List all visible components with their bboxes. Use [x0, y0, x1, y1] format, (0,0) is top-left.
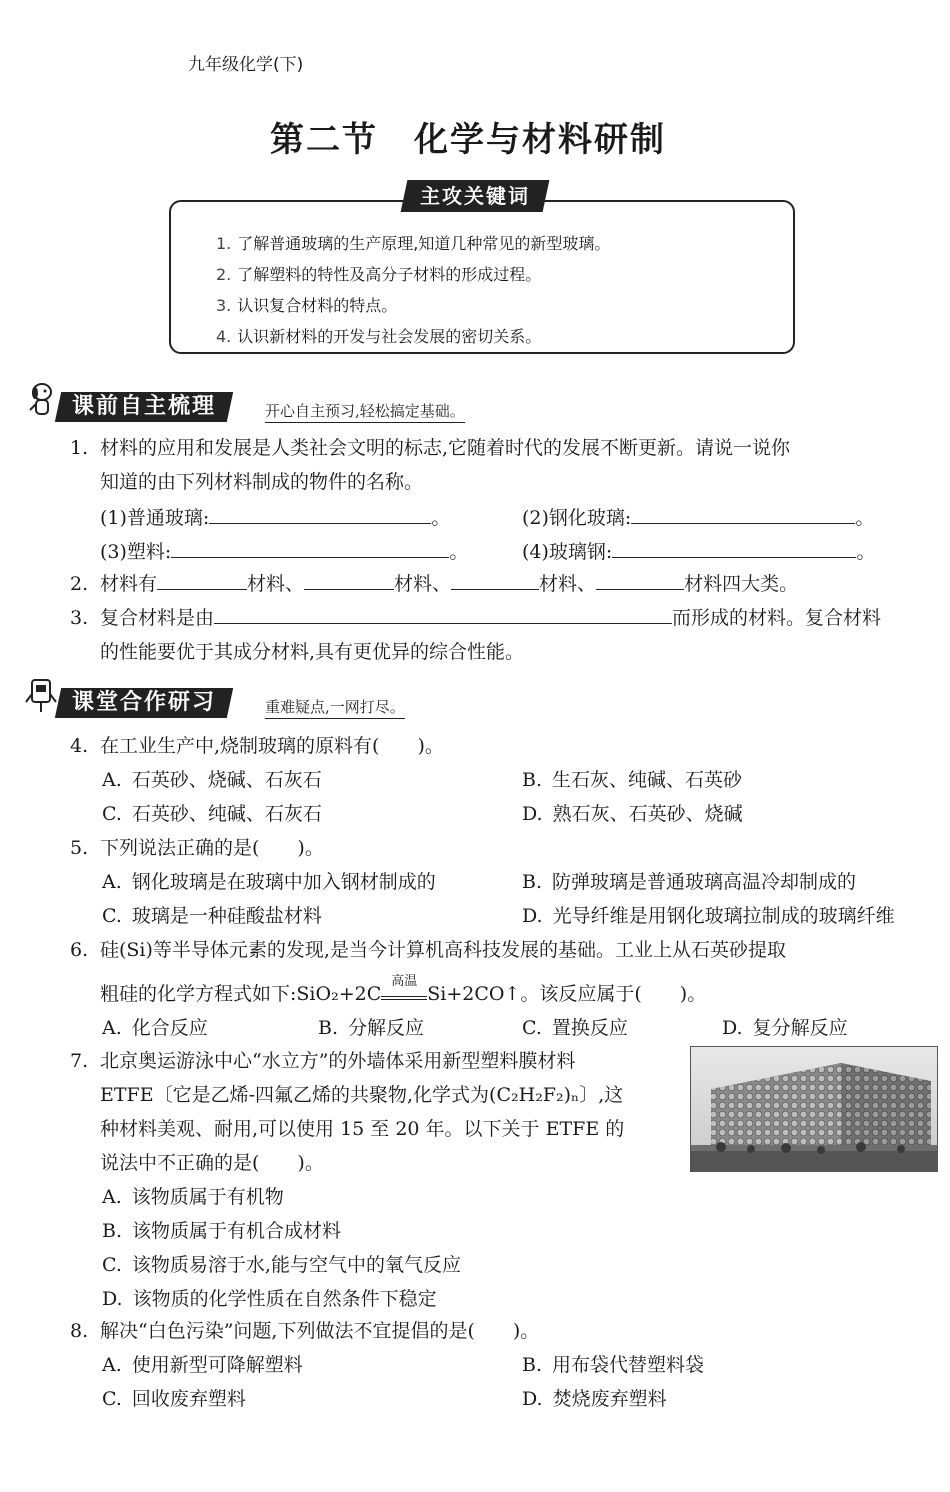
running-title: 九年级化学(下) — [188, 55, 304, 75]
option-c[interactable]: C. 玻璃是一种硅酸盐材料 — [102, 905, 322, 927]
answer-blank[interactable] — [596, 571, 684, 590]
answer-blank[interactable] — [157, 571, 247, 590]
option-d[interactable]: D. 焚烧废弃塑料 — [522, 1388, 667, 1410]
section-tag: 课前自主梳理 — [55, 392, 233, 422]
option-a[interactable]: A. 该物质属于有机物 — [102, 1186, 284, 1208]
question-1-line2: 知道的由下列材料制成的物件的名称。 — [100, 471, 424, 493]
option-a[interactable]: A. 钢化玻璃是在玻璃中加入钢材制成的 — [102, 871, 436, 893]
option-a[interactable]: A. 化合反应 — [102, 1017, 208, 1039]
option-c[interactable]: C. 回收废弃塑料 — [102, 1388, 246, 1410]
question-1: 1. 材料的应用和发展是人类社会文明的标志,它随着时代的发展不断更新。请说一说你 — [70, 437, 791, 459]
q1-part-3: (3)塑料: 。 — [100, 541, 469, 563]
question-7-line3: 种材料美观、耐用,可以使用 15 至 20 年。以下关于 ETFE 的 — [100, 1118, 625, 1140]
question-6: 6. 硅(Si)等半导体元素的发现,是当今计算机高科技发展的基础。工业上从石英砂提取 — [70, 939, 786, 961]
answer-blank[interactable] — [171, 539, 449, 558]
question-4: 4. 在工业生产中,烧制玻璃的原料有( )。 — [70, 735, 444, 757]
keywords-tag: 主攻关键词 — [401, 180, 550, 212]
section-number: 第二节 — [270, 120, 378, 160]
section-name: 化学与材料研制 — [414, 120, 666, 160]
answer-blank[interactable] — [214, 605, 672, 624]
answer-blank[interactable] — [209, 505, 431, 524]
keyword-item: 4. 认识新材料的开发与社会发展的密切关系。 — [216, 327, 542, 346]
q1-part-2: (2)钢化玻璃: 。 — [522, 507, 875, 529]
option-a[interactable]: A. 石英砂、烧碱、石灰石 — [102, 769, 322, 791]
option-c[interactable]: C. 该物质易溶于水,能与空气中的氧气反应 — [102, 1254, 461, 1276]
keyword-item: 1. 了解普通玻璃的生产原理,知道几种常见的新型玻璃。 — [216, 234, 611, 253]
answer-blank[interactable] — [612, 539, 856, 558]
question-2: 2. 材料有 材料、 材料、 材料、 材料四大类。 — [70, 573, 799, 595]
reaction-condition: 高温 — [381, 986, 427, 1000]
option-d[interactable]: D. 该物质的化学性质在自然条件下稳定 — [102, 1288, 437, 1310]
option-c[interactable]: C. 石英砂、纯碱、石灰石 — [102, 803, 322, 825]
section-subtitle: 开心自主预习,轻松搞定基础。 — [265, 400, 465, 423]
option-b[interactable]: B. 该物质属于有机合成材料 — [102, 1220, 342, 1242]
option-b[interactable]: B. 用布袋代替塑料袋 — [522, 1354, 705, 1376]
option-a[interactable]: A. 使用新型可降解塑料 — [102, 1354, 303, 1376]
question-3-line2: 的性能要优于其成分材料,具有更优异的综合性能。 — [100, 641, 525, 663]
q1-part-4: (4)玻璃钢: 。 — [522, 541, 876, 563]
section-tag: 课堂合作研习 — [55, 688, 233, 718]
page-title — [270, 112, 666, 161]
option-b[interactable]: B. 分解反应 — [318, 1017, 425, 1039]
option-b[interactable]: B. 生石灰、纯碱、石英砂 — [522, 769, 743, 791]
keyword-item: 3. 认识复合材料的特点。 — [216, 296, 398, 315]
question-5: 5. 下列说法正确的是( )。 — [70, 837, 324, 859]
question-7-line4: 说法中不正确的是( )。 — [100, 1152, 324, 1174]
option-c[interactable]: C. 置换反应 — [522, 1017, 628, 1039]
section-subtitle: 重难疑点,一网打尽。 — [265, 696, 405, 719]
question-8: 8. 解决“白色污染”问题,下列做法不宜提倡的是( )。 — [70, 1320, 540, 1342]
option-d[interactable]: D. 复分解反应 — [722, 1017, 848, 1039]
option-b[interactable]: B. 防弹玻璃是普通玻璃高温冷却制成的 — [522, 871, 857, 893]
question-6-line2: 粗硅的化学方程式如下:SiO₂+2C 高温 Si+2CO↑。该反应属于( )。 — [100, 974, 707, 1005]
water-cube-photo — [690, 1046, 938, 1172]
question-7-line2: ETFE〔它是乙烯-四氟乙烯的共聚物,化学式为(C₂H₂F₂)ₙ〕,这 — [100, 1084, 624, 1106]
answer-blank[interactable] — [451, 571, 539, 590]
question-3: 3. 复合材料是由 而形成的材料。复合材料 — [70, 607, 882, 629]
q1-part-1: (1)普通玻璃: 。 — [100, 507, 451, 529]
option-d[interactable]: D. 熟石灰、石英砂、烧碱 — [522, 803, 743, 825]
answer-blank[interactable] — [304, 571, 394, 590]
option-d[interactable]: D. 光导纤维是用钢化玻璃拉制成的玻璃纤维 — [522, 905, 895, 927]
question-7: 7. 北京奥运游泳中心“水立方”的外墙体采用新型塑料膜材料 — [70, 1050, 576, 1072]
keyword-item: 2. 了解塑料的特性及高分子材料的形成过程。 — [216, 265, 542, 284]
answer-blank[interactable] — [631, 505, 855, 524]
